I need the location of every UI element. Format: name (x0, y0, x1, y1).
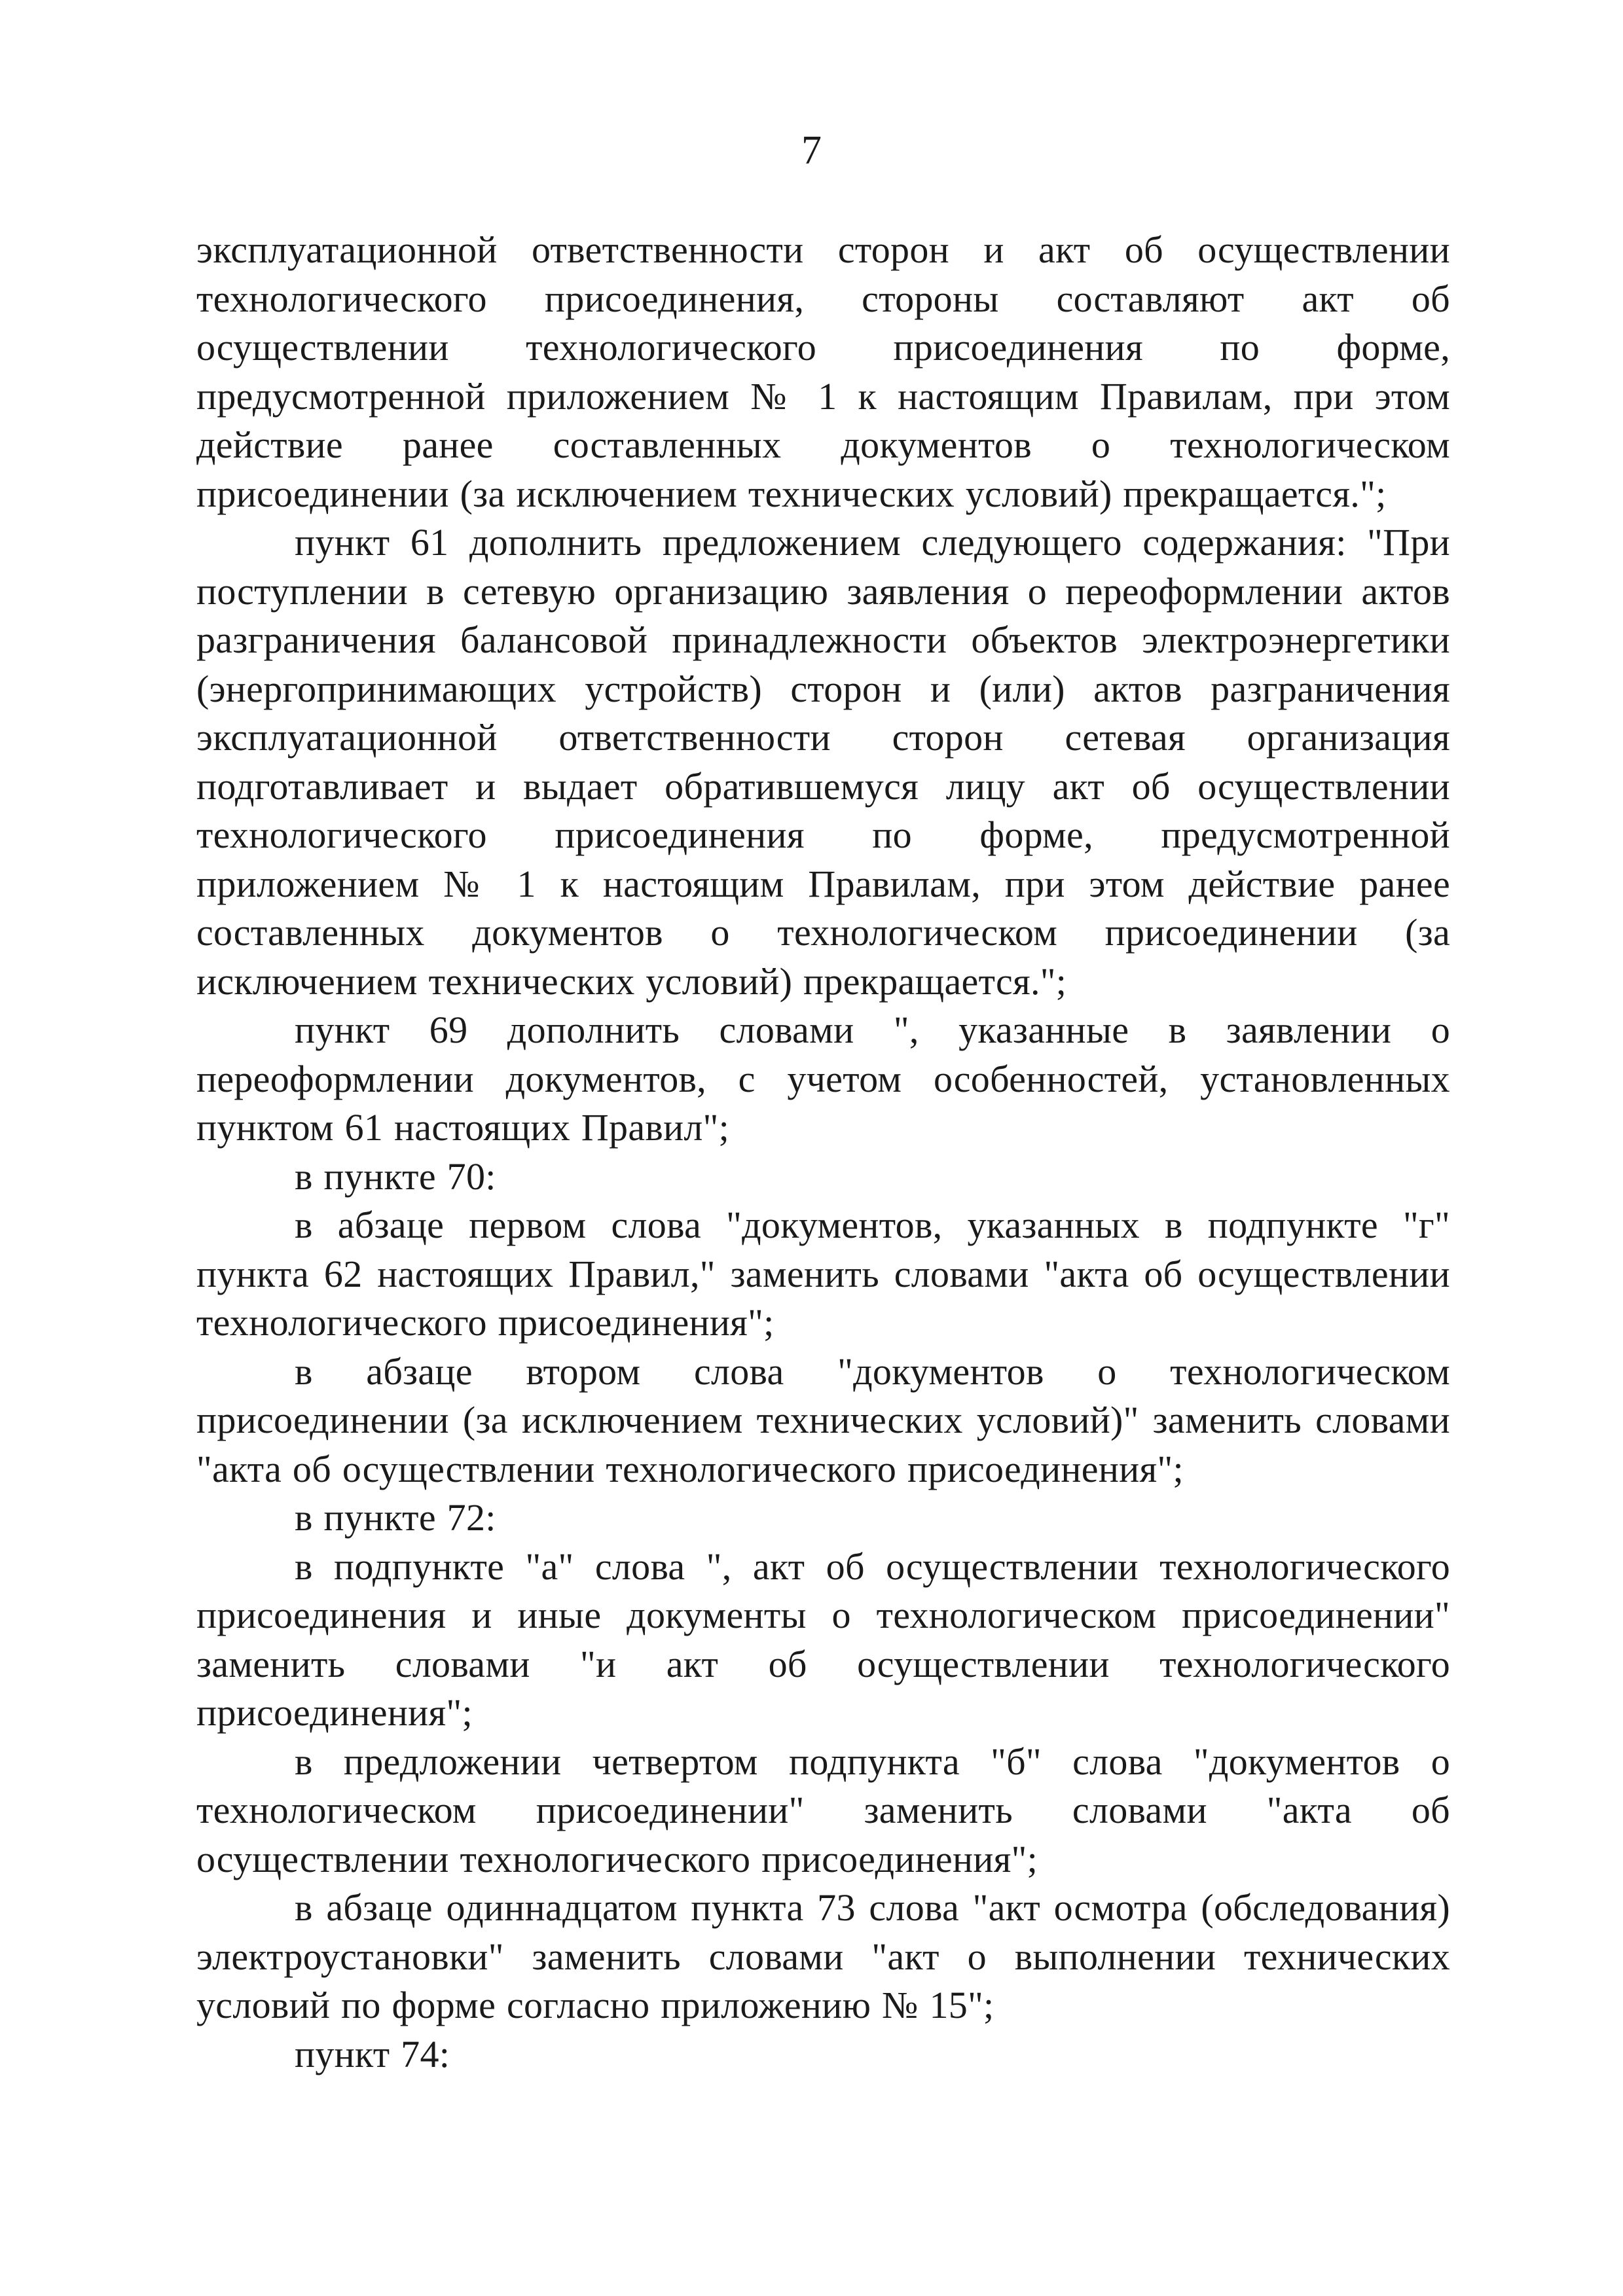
paragraph-punkt-74-heading: пункт 74: (295, 2032, 450, 2075)
paragraph-continuation: эксплуатационной ответственности сторон и акт об осуществлении технологического присоединения, стороны составляют акт об осуществлении технологического присоединения по форме, предусмотренной приложением № 1 к настоящим Правилам, при этом действие ранее составленных документов о технологическом присоединении (за исключением технических условий) прекращается."; (196, 228, 1450, 515)
paragraph-punkt-70-heading: в пункте 70: (295, 1155, 496, 1198)
document-body (196, 226, 1450, 2079)
paragraph-punkt-69: пункт 69 дополнить словами ", указанные в заявлении о переоформлении документов, с учетом особенностей, установленных пунктом 61 настоящих Правил"; (196, 1009, 1450, 1149)
paragraph-punkt-72-podpunkt-a: в подпункте "а" слова ", акт об осуществлении технологического присоединения и иные документы о технологическом присоединении" заменить словами "и акт об осуществлении технологического присоединения"; (196, 1545, 1450, 1734)
paragraph-punkt-70-abzac-1: в абзаце первом слова "документов, указанных в подпункте "г" пункта 62 настоящих Правил," заменить словами "акта об осуществлении технологического присоединения"; (196, 1204, 1450, 1344)
paragraph-punkt-61: пункт 61 дополнить предложением следующего содержания: "При поступлении в сетевую организацию заявления о переоформлении актов разграничения балансовой принадлежности объектов электроэнергетики (энергопринимающих устройств) сторон и (или) актов разграничения эксплуатационной ответственности сторон сетевая организация подготавливает и выдает обратившемуся лицу акт об осуществлении технологического присоединения по форме, предусмотренной приложением № 1 к настоящим Правилам, при этом действие ранее составленных документов о технологическом присоединении (за исключением технических условий) прекращается."; (196, 521, 1450, 1003)
paragraph-punkt-72-podpunkt-b: в предложении четвертом подпункта "б" слова "документов о технологическом присоединении" заменить словами "акта об осуществлении технологического присоединения"; (196, 1740, 1450, 1880)
page-number: 7 (801, 128, 822, 173)
paragraph-punkt-70-abzac-2: в абзаце втором слова "документов о технологическом присоединении (за исключением технических условий)" заменить словами "акта об осуществлении технологического присоединения"; (196, 1350, 1450, 1490)
paragraph-punkt-72-heading: в пункте 72: (295, 1496, 496, 1539)
paragraph-punkt-73: в абзаце одиннадцатом пункта 73 слова "акт осмотра (обследования) электроустановки" заменить словами "акт о выполнении технических условий по форме согласно приложению № 15"; (196, 1886, 1450, 2026)
